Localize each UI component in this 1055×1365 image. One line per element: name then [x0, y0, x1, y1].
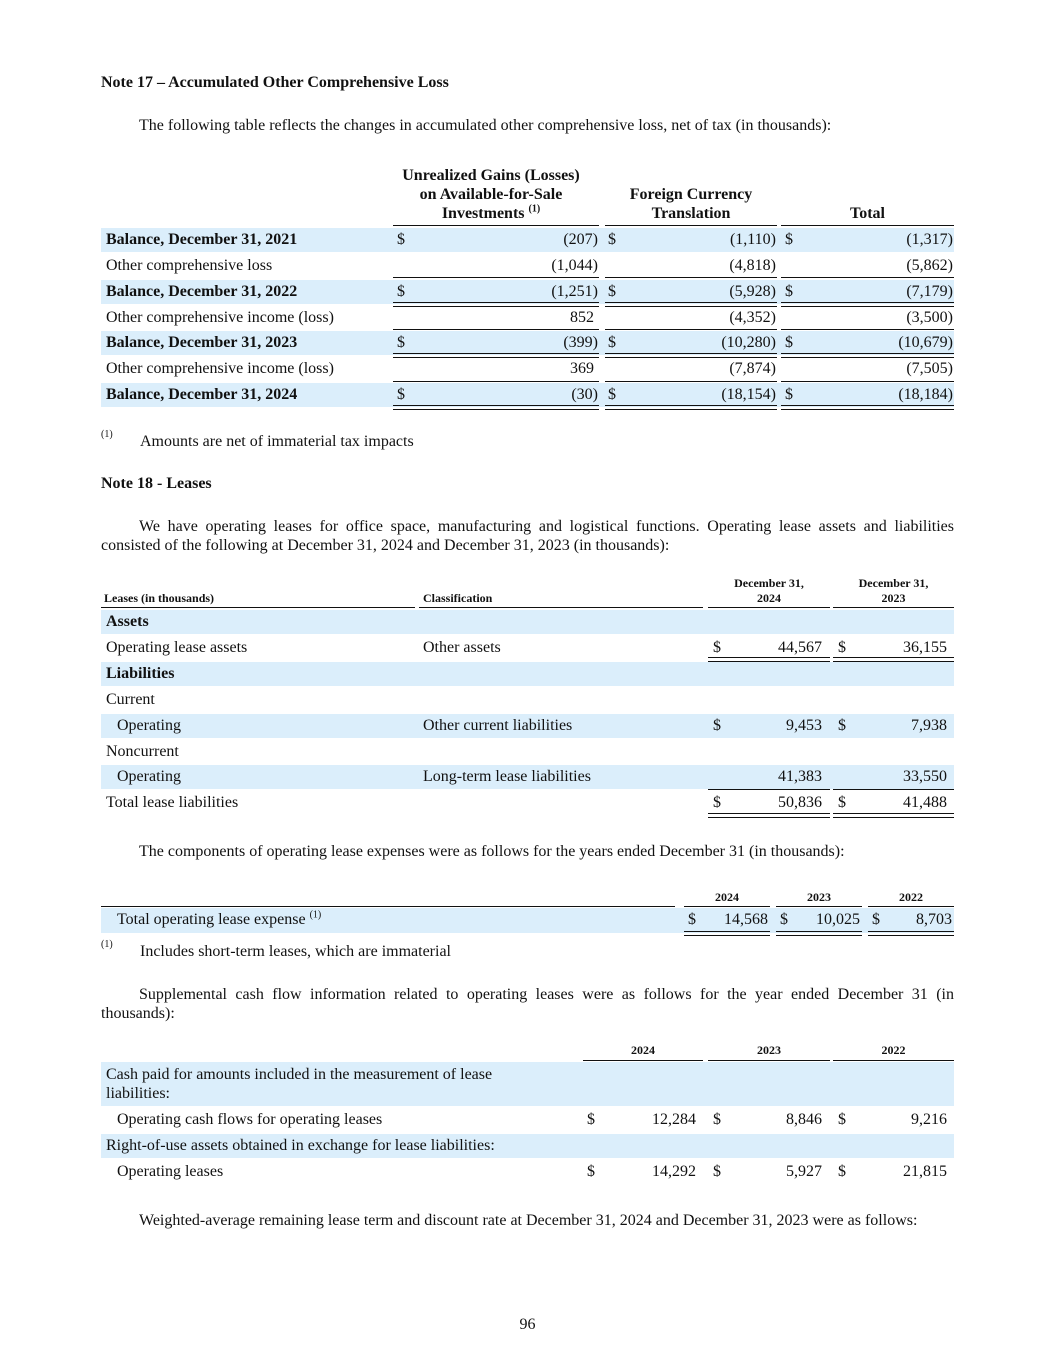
- aoci-value: (207): [563, 231, 598, 248]
- header-underline: [776, 906, 862, 907]
- aoci-value: (399): [563, 334, 598, 351]
- aoci-value: (1,044): [551, 257, 598, 274]
- header-underline: [708, 1060, 830, 1061]
- supp-value: 9,216: [911, 1111, 947, 1128]
- leases-value: 33,550: [903, 768, 947, 785]
- aoci-col2-line2: Translation: [651, 205, 731, 222]
- expense-col-2022: 2022: [899, 890, 923, 904]
- leases-value: 41,383: [778, 768, 822, 785]
- leases-col-label-header: Leases (in thousands): [104, 591, 215, 605]
- dollar-sign: $: [838, 639, 846, 656]
- footnote-text: Includes short-term leases, which are immaterial: [140, 943, 451, 960]
- expense-row-label: Total operating lease expense: [117, 911, 306, 928]
- note18-heading: Note 18 - Leases: [101, 475, 212, 492]
- supp-value: 21,815: [903, 1163, 947, 1180]
- leases-classification: Other current liabilities: [423, 717, 573, 734]
- aoci-value: (30): [571, 386, 598, 403]
- footnote-mark: (1): [101, 429, 113, 440]
- aoci-col1-line2: on Available-for-Sale: [419, 186, 563, 203]
- note18-intro: [101, 517, 954, 555]
- aoci-row-label: Balance, December 31, 2023: [106, 334, 298, 351]
- aoci-row-label: Other comprehensive income (loss): [106, 360, 334, 377]
- aoci-row: [101, 357, 954, 381]
- leases-row-label: Total lease liabilities: [106, 794, 239, 811]
- dollar-sign: $: [838, 1111, 846, 1128]
- leases-row: [101, 791, 954, 815]
- footnote-text: Amounts are net of immaterial tax impacts: [140, 433, 414, 450]
- aoci-value: (1,317): [906, 231, 953, 248]
- aoci-value: 852: [570, 309, 594, 326]
- total-double-underline: [605, 405, 777, 410]
- expense-col-2024: 2024: [715, 890, 739, 904]
- supp-intro-text: Supplemental cash flow information related to operating leases were as follows for the year ended December 31 (in thousands):: [101, 986, 954, 1022]
- expense-col-2023: 2023: [807, 890, 831, 904]
- aoci-value: (4,818): [729, 257, 776, 274]
- aoci-row-label: Other comprehensive income (loss): [106, 309, 334, 326]
- total-double-underline: [684, 931, 770, 936]
- aoci-value: (7,505): [906, 360, 953, 377]
- dollar-sign: $: [713, 639, 721, 656]
- leases-row-label: Liabilities: [106, 665, 175, 682]
- dollar-sign: $: [838, 794, 846, 811]
- dollar-sign: $: [713, 717, 721, 734]
- dollar-sign: $: [713, 794, 721, 811]
- expense-value: 8,703: [916, 911, 952, 928]
- dollar-sign: $: [587, 1163, 595, 1180]
- dollar-sign: $: [608, 334, 616, 351]
- leases-row-label: Operating: [117, 717, 181, 734]
- supp-row-label-l1: Cash paid for amounts included in the measurement of lease: [106, 1066, 493, 1083]
- dollar-sign: $: [838, 717, 846, 734]
- total-double-underline: [868, 931, 954, 936]
- dollar-sign: $: [780, 911, 788, 928]
- aoci-row-label: Other comprehensive loss: [106, 257, 273, 274]
- weighted-intro-text: Weighted-average remaining lease term and discount rate at December 31, 2024 and December 31, 2023 were as follows:: [139, 1212, 918, 1229]
- dollar-sign: $: [397, 334, 405, 351]
- leases-row-label: Operating lease assets: [106, 639, 248, 656]
- supp-row-label: Operating leases: [117, 1163, 224, 1180]
- supp-row: [101, 1108, 954, 1132]
- leases-row: [101, 688, 954, 712]
- weighted-intro: [101, 1211, 954, 1230]
- aoci-value: (5,862): [906, 257, 953, 274]
- aoci-value: (1,110): [729, 231, 776, 248]
- aoci-col2-line1: Foreign Currency: [629, 186, 753, 203]
- leases-col-2023-header: [833, 576, 954, 606]
- leases-row: [101, 662, 954, 686]
- aoci-value: (1,251): [551, 283, 598, 300]
- aoci-col-fx-header: [605, 185, 777, 223]
- subtotal-underline: [605, 381, 777, 382]
- dollar-sign: $: [785, 386, 793, 403]
- leases-value: 41,488: [903, 794, 947, 811]
- subtotal-underline: [393, 381, 599, 382]
- subtotal-underline: [605, 277, 777, 278]
- header-underline: [583, 1060, 703, 1061]
- aoci-value: (10,280): [721, 334, 776, 351]
- leases-row: [101, 765, 954, 789]
- total-double-underline: [393, 405, 599, 410]
- leases-row-label: Current: [106, 691, 155, 708]
- dollar-sign: $: [688, 911, 696, 928]
- aoci-value: (5,928): [729, 283, 776, 300]
- leases-value: 44,567: [778, 639, 822, 656]
- total-double-underline: [833, 813, 954, 818]
- leases-col-2024-l1: December 31,: [734, 576, 804, 590]
- subtotal-underline: [781, 381, 954, 382]
- supp-value: 8,846: [786, 1111, 822, 1128]
- aoci-value: (7,874): [729, 360, 776, 377]
- leases-col-class-header: Classification: [423, 591, 493, 605]
- leases-col-2024-l2: 2024: [757, 591, 781, 605]
- page-number: 96: [519, 1316, 536, 1333]
- dollar-sign: $: [397, 231, 405, 248]
- supp-value: 12,284: [652, 1111, 696, 1128]
- note17-intro: [101, 116, 954, 135]
- leases-row: [101, 740, 954, 764]
- aoci-value: 369: [570, 360, 594, 377]
- dollar-sign: $: [713, 1111, 721, 1128]
- expense-value: 10,025: [816, 911, 860, 928]
- subtotal-underline: [781, 329, 954, 330]
- supp-row-label: Right-of-use assets obtained in exchange for lease liabilities:: [106, 1137, 495, 1154]
- leases-row: [101, 610, 954, 634]
- components-intro: [101, 842, 954, 861]
- subtotal-underline: [605, 329, 777, 330]
- subtotal-underline: [393, 329, 599, 330]
- header-underline: [419, 607, 703, 608]
- dollar-sign: $: [608, 386, 616, 403]
- footnote-mark: (1): [101, 939, 113, 950]
- aoci-row-label: Balance, December 31, 2024: [106, 386, 298, 403]
- header-underline: [833, 1060, 954, 1061]
- dollar-sign: $: [785, 334, 793, 351]
- aoci-row-label: Balance, December 31, 2022: [106, 283, 298, 300]
- aoci-row: [101, 306, 954, 330]
- leases-value: 7,938: [911, 717, 947, 734]
- dollar-sign: $: [608, 283, 616, 300]
- total-double-underline: [781, 405, 954, 410]
- expense-sup: (1): [309, 909, 322, 921]
- dollar-sign: $: [397, 283, 405, 300]
- dollar-sign: $: [608, 231, 616, 248]
- aoci-value: (7,179): [906, 283, 953, 300]
- leases-row-label: Assets: [106, 613, 149, 630]
- aoci-value: (3,500): [906, 309, 953, 326]
- supp-row: [101, 1134, 954, 1158]
- leases-value: 36,155: [903, 639, 947, 656]
- aoci-row: [101, 383, 954, 407]
- supp-value: 5,927: [786, 1163, 822, 1180]
- aoci-col1-line1: Unrealized Gains (Losses): [402, 167, 580, 184]
- supp-row: [101, 1160, 954, 1184]
- supp-intro: [101, 985, 954, 1023]
- dollar-sign: $: [838, 1163, 846, 1180]
- header-underline: [684, 906, 770, 907]
- dollar-sign: $: [872, 911, 880, 928]
- supp-row: [101, 1062, 954, 1106]
- supp-col-2022: 2022: [881, 1043, 906, 1057]
- leases-row-label: Operating: [117, 768, 181, 785]
- note17-heading: Note 17 – Accumulated Other Comprehensive Loss: [101, 74, 449, 91]
- subtotal-underline: [393, 277, 599, 278]
- dollar-sign: $: [785, 283, 793, 300]
- leases-row: [101, 714, 954, 738]
- aoci-value: (18,184): [898, 386, 953, 403]
- note17-intro-text: The following table reflects the changes in accumulated other comprehensive loss, net of tax (in thousands):: [139, 117, 832, 134]
- aoci-row: [101, 254, 954, 278]
- supp-row-label-l2: liabilities:: [106, 1085, 170, 1102]
- supp-col-2024: 2024: [631, 1043, 655, 1057]
- total-double-underline: [708, 813, 830, 818]
- aoci-row: [101, 280, 954, 304]
- leases-col-2024-header: [708, 576, 830, 606]
- aoci-value: (4,352): [729, 309, 776, 326]
- header-underline: [868, 906, 954, 907]
- subtotal-underline: [833, 789, 954, 790]
- dollar-sign: $: [397, 386, 405, 403]
- header-underline: [708, 607, 830, 608]
- total-double-underline: [776, 931, 862, 936]
- subtotal-underline: [708, 789, 830, 790]
- header-underline: [833, 607, 954, 608]
- leases-row-label: Noncurrent: [106, 743, 179, 760]
- header-underline: [781, 225, 954, 226]
- header-underline: [101, 607, 415, 608]
- supp-value: 14,292: [652, 1163, 696, 1180]
- header-underline: [101, 906, 675, 907]
- components-intro-text: The components of operating lease expenses were as follows for the years ended December 31 (in thousands):: [139, 843, 845, 860]
- aoci-row: [101, 331, 954, 355]
- supp-col-2023: 2023: [757, 1043, 781, 1057]
- dollar-sign: $: [785, 231, 793, 248]
- leases-value: 50,836: [778, 794, 822, 811]
- leases-col-2023-l1: December 31,: [858, 576, 929, 590]
- note18-intro-text: We have operating leases for office space, manufacturing and logistical functions. Operating lease assets and liabilities consisted of the following at December 31, 2024 and December 31, 2023 (in thousands):: [101, 518, 954, 554]
- leases-classification: Other assets: [423, 639, 501, 656]
- dollar-sign: $: [713, 1163, 721, 1180]
- expense-value: 14,568: [724, 911, 768, 928]
- expense-row: [101, 908, 954, 933]
- aoci-row: [101, 228, 954, 252]
- aoci-col-unrealized-header: [391, 166, 591, 223]
- subtotal-underline: [781, 277, 954, 278]
- header-underline: [393, 225, 599, 226]
- aoci-col-total-header: Total: [850, 205, 885, 222]
- aoci-col1-line3: Investments: [441, 205, 525, 222]
- header-underline: [605, 225, 777, 226]
- leases-value: 9,453: [786, 717, 822, 734]
- aoci-value: (10,679): [898, 334, 953, 351]
- aoci-row-label: Balance, December 31, 2021: [106, 231, 298, 248]
- dollar-sign: $: [587, 1111, 595, 1128]
- aoci-col1-sup: (1): [528, 203, 541, 215]
- leases-col-2023-l2: 2023: [881, 591, 906, 605]
- supp-row-label: Operating cash flows for operating leases: [117, 1111, 383, 1128]
- leases-classification: Long-term lease liabilities: [423, 768, 591, 785]
- aoci-value: (18,154): [721, 386, 776, 403]
